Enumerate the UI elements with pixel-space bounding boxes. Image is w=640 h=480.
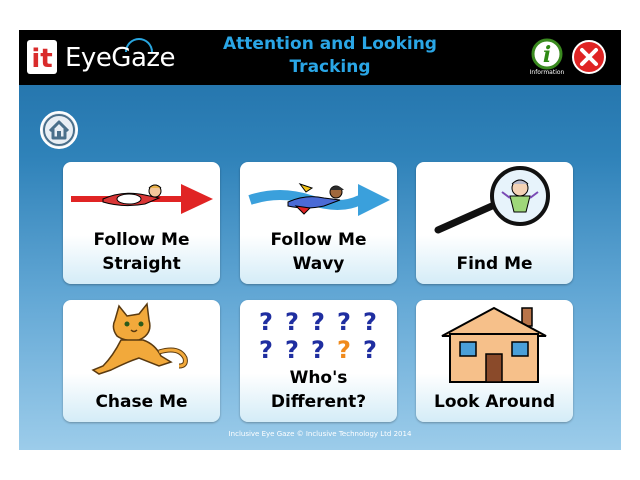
tile-label-line1: Follow Me (270, 230, 367, 250)
brand-name: EyeGaze (65, 43, 176, 73)
tile-label (244, 366, 393, 414)
brand-badge-icon (27, 40, 57, 74)
copyright-footer: Inclusive Eye Gaze © Inclusive Technology Ltd 2014 (228, 430, 412, 438)
brand-badge (27, 40, 57, 74)
close-icon (571, 39, 607, 75)
tile-label (420, 390, 569, 414)
app-window (19, 30, 621, 450)
tile-label (67, 228, 216, 276)
magnifying-glass-icon (416, 162, 573, 234)
close-button[interactable] (571, 39, 607, 75)
information-label: Information (529, 69, 565, 76)
tile-label (67, 390, 216, 414)
svg-text:?: ? (311, 336, 325, 364)
tile-label-line2: Straight (102, 254, 181, 274)
top-bar (19, 30, 621, 85)
question-marks-icon (240, 300, 397, 372)
house-icon (416, 300, 573, 385)
page-title-line2: Tracking (289, 57, 371, 77)
tile-label (244, 228, 393, 276)
svg-text:?: ? (337, 336, 351, 364)
tile-look-around[interactable] (416, 300, 573, 422)
information-button[interactable] (531, 38, 563, 82)
svg-text:?: ? (259, 308, 273, 336)
home-icon (39, 110, 79, 150)
tile-label-line1: Look Around (433, 392, 555, 412)
tile-whos-different[interactable] (240, 300, 397, 422)
tile-label-line1: Find Me (456, 254, 533, 274)
svg-text:i: i (542, 42, 552, 68)
page-title (189, 33, 471, 79)
info-icon (531, 38, 563, 70)
svg-text:?: ? (285, 308, 299, 336)
tile-label-line1: Follow Me (93, 230, 190, 250)
page-title-line1: Attention and Looking (223, 34, 437, 54)
tile-label-line1: Chase Me (95, 392, 188, 412)
tile-label-line2: Different? (270, 392, 367, 412)
cat-icon (63, 300, 220, 385)
svg-text:?: ? (285, 336, 299, 364)
home-button[interactable] (39, 110, 79, 150)
svg-text:?: ? (259, 336, 273, 364)
svg-text:?: ? (363, 336, 377, 364)
superhero-arrow-icon (63, 162, 220, 234)
tile-label-line1: Who's (289, 368, 348, 388)
tile-label-line2: Wavy (292, 254, 345, 274)
svg-text:?: ? (363, 308, 377, 336)
superhero-wavy-arrow-icon (240, 162, 397, 234)
tile-chase-me[interactable] (63, 300, 220, 422)
svg-text:?: ? (337, 308, 351, 336)
tile-follow-me-wavy[interactable] (240, 162, 397, 284)
tile-follow-me-straight[interactable] (63, 162, 220, 284)
svg-text:?: ? (311, 308, 325, 336)
tile-label (420, 252, 569, 276)
svg-text:it: it (31, 44, 53, 74)
tile-find-me[interactable] (416, 162, 573, 284)
